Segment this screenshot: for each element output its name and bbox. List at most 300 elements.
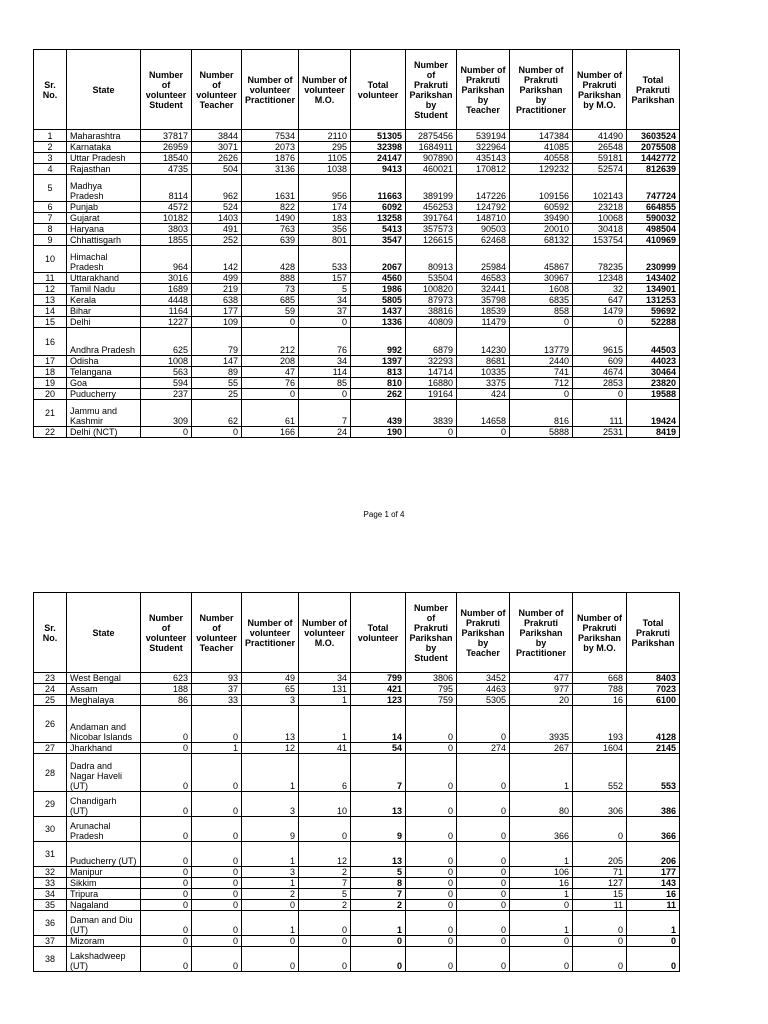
sr-no-cell: 1: [34, 130, 67, 142]
total-pp-cell: 747724: [627, 175, 680, 202]
vol-practitioner-cell: 0: [242, 389, 299, 400]
table-row: [34, 317, 680, 328]
total-pp-cell: 0: [627, 936, 680, 947]
sr-no-cell: 26: [34, 706, 67, 743]
state-cell: Arunachal Pradesh: [67, 817, 141, 842]
vol-practitioner-cell: 1: [242, 754, 299, 792]
total-pp-cell: 6100: [627, 695, 680, 706]
state-cell: Tripura: [67, 889, 141, 900]
pp-mo-cell: 0: [573, 317, 627, 328]
pp-practitioner-cell: 16: [510, 878, 573, 889]
pp-student-cell: 0: [406, 817, 457, 842]
pp-practitioner-cell: 741: [510, 367, 573, 378]
vol-mo-cell: 76: [299, 328, 351, 356]
state-cell: Puducherry (UT): [67, 842, 141, 867]
pp-student-cell: 0: [406, 911, 457, 936]
state-cell: Gujarat: [67, 213, 141, 224]
total-volunteer-cell: 799: [351, 673, 406, 684]
pp-practitioner-cell: 0: [510, 317, 573, 328]
pp-practitioner-cell: 39490: [510, 213, 573, 224]
vol-mo-cell: 1038: [299, 164, 351, 175]
vol-teacher-cell: 2626: [192, 153, 242, 164]
sr-no-cell: 11: [34, 273, 67, 284]
vol-student-cell: 4735: [141, 164, 192, 175]
total-pp-cell: 44023: [627, 356, 680, 367]
total-pp-cell: 0: [627, 947, 680, 972]
total-pp-cell: 23820: [627, 378, 680, 389]
total-volunteer-cell: 0: [351, 936, 406, 947]
vol-teacher-cell: 55: [192, 378, 242, 389]
total-volunteer-cell: 24147: [351, 153, 406, 164]
pp-teacher-cell: 8681: [457, 356, 510, 367]
vol-teacher-cell: 252: [192, 235, 242, 246]
sr-no-cell: 30: [34, 817, 67, 842]
vol-mo-cell: 157: [299, 273, 351, 284]
vol-mo-cell: 7: [299, 400, 351, 427]
vol-mo-cell: 295: [299, 142, 351, 153]
total-pp-cell: 134901: [627, 284, 680, 295]
header-vol-mo: Number of volunteer M.O.: [299, 50, 351, 130]
header-pp-mo: Number of Prakruti Parikshan by M.O.: [573, 593, 627, 673]
pp-practitioner-cell: 1: [510, 911, 573, 936]
pp-teacher-cell: 0: [457, 900, 510, 911]
vol-student-cell: 188: [141, 684, 192, 695]
pp-teacher-cell: 0: [457, 427, 510, 438]
pp-practitioner-cell: 977: [510, 684, 573, 695]
pp-teacher-cell: 147226: [457, 175, 510, 202]
pp-practitioner-cell: 129232: [510, 164, 573, 175]
state-cell: Karnataka: [67, 142, 141, 153]
table-row: [34, 911, 680, 936]
state-cell: Dadra and Nagar Haveli (UT): [67, 754, 141, 792]
vol-practitioner-cell: 61: [242, 400, 299, 427]
pp-practitioner-cell: 80: [510, 792, 573, 817]
vol-student-cell: 0: [141, 878, 192, 889]
vol-mo-cell: 5: [299, 284, 351, 295]
table-row: [34, 378, 680, 389]
pp-teacher-cell: 35798: [457, 295, 510, 306]
vol-student-cell: 10182: [141, 213, 192, 224]
pp-mo-cell: 1479: [573, 306, 627, 317]
total-pp-cell: 11: [627, 900, 680, 911]
pp-student-cell: 0: [406, 889, 457, 900]
vol-teacher-cell: 0: [192, 911, 242, 936]
pp-practitioner-cell: 20: [510, 695, 573, 706]
sr-no-cell: 12: [34, 284, 67, 295]
state-cell: Delhi: [67, 317, 141, 328]
header-vol-practitioner: Number of volunteer Practitioner: [242, 593, 299, 673]
pp-student-cell: 87973: [406, 295, 457, 306]
total-pp-cell: 498504: [627, 224, 680, 235]
table-row: [34, 224, 680, 235]
vol-practitioner-cell: 0: [242, 947, 299, 972]
state-cell: Maharashtra: [67, 130, 141, 142]
table-row: [34, 306, 680, 317]
pp-practitioner-cell: 0: [510, 947, 573, 972]
pp-student-cell: 3839: [406, 400, 457, 427]
table-row: [34, 153, 680, 164]
state-cell: Puducherry: [67, 389, 141, 400]
state-cell: Mizoram: [67, 936, 141, 947]
vol-student-cell: 1008: [141, 356, 192, 367]
vol-mo-cell: 1: [299, 706, 351, 743]
vol-practitioner-cell: 3: [242, 867, 299, 878]
pp-mo-cell: 127: [573, 878, 627, 889]
total-pp-cell: 44503: [627, 328, 680, 356]
vol-student-cell: 3016: [141, 273, 192, 284]
pp-mo-cell: 1604: [573, 743, 627, 754]
vol-practitioner-cell: 428: [242, 246, 299, 273]
pp-teacher-cell: 3375: [457, 378, 510, 389]
pp-student-cell: 100820: [406, 284, 457, 295]
pp-teacher-cell: 25984: [457, 246, 510, 273]
vol-practitioner-cell: 888: [242, 273, 299, 284]
pp-mo-cell: 23218: [573, 202, 627, 213]
sr-no-cell: 16: [34, 328, 67, 356]
vol-teacher-cell: 0: [192, 706, 242, 743]
data-table-page-1: [33, 49, 680, 438]
sr-no-cell: 13: [34, 295, 67, 306]
total-volunteer-cell: 190: [351, 427, 406, 438]
pp-practitioner-cell: 147384: [510, 130, 573, 142]
pp-teacher-cell: 148710: [457, 213, 510, 224]
vol-student-cell: 0: [141, 427, 192, 438]
pp-teacher-cell: 0: [457, 817, 510, 842]
table-row: [34, 164, 680, 175]
sr-no-cell: 14: [34, 306, 67, 317]
pp-student-cell: 0: [406, 792, 457, 817]
header-vol-student: Number of volunteer Student: [141, 593, 192, 673]
vol-teacher-cell: 177: [192, 306, 242, 317]
table-row: [34, 328, 680, 356]
pp-teacher-cell: 10335: [457, 367, 510, 378]
pp-teacher-cell: 424: [457, 389, 510, 400]
vol-practitioner-cell: 1: [242, 878, 299, 889]
pp-practitioner-cell: 0: [510, 900, 573, 911]
table-row: [34, 754, 680, 792]
vol-teacher-cell: 109: [192, 317, 242, 328]
pp-teacher-cell: 435143: [457, 153, 510, 164]
sr-no-cell: 34: [34, 889, 67, 900]
vol-student-cell: 0: [141, 911, 192, 936]
pp-teacher-cell: 14230: [457, 328, 510, 356]
pp-student-cell: 0: [406, 427, 457, 438]
vol-student-cell: 0: [141, 706, 192, 743]
pp-mo-cell: 306: [573, 792, 627, 817]
vol-student-cell: 1227: [141, 317, 192, 328]
table-row: [34, 130, 680, 142]
sr-no-cell: 38: [34, 947, 67, 972]
vol-practitioner-cell: 76: [242, 378, 299, 389]
sr-no-cell: 33: [34, 878, 67, 889]
pp-mo-cell: 15: [573, 889, 627, 900]
sr-no-cell: 24: [34, 684, 67, 695]
vol-mo-cell: 356: [299, 224, 351, 235]
header-pp-student: Number of Prakruti Parikshan by Student: [406, 50, 457, 130]
table-row: [34, 295, 680, 306]
vol-teacher-cell: 3071: [192, 142, 242, 153]
sr-no-cell: 9: [34, 235, 67, 246]
vol-mo-cell: 34: [299, 356, 351, 367]
total-pp-cell: 30464: [627, 367, 680, 378]
state-cell: Haryana: [67, 224, 141, 235]
state-cell: Meghalaya: [67, 695, 141, 706]
vol-student-cell: 0: [141, 817, 192, 842]
pp-teacher-cell: 0: [457, 911, 510, 936]
vol-mo-cell: 37: [299, 306, 351, 317]
pp-student-cell: 32293: [406, 356, 457, 367]
pp-student-cell: 0: [406, 936, 457, 947]
vol-teacher-cell: 33: [192, 695, 242, 706]
total-pp-cell: 16: [627, 889, 680, 900]
vol-student-cell: 625: [141, 328, 192, 356]
vol-practitioner-cell: 12: [242, 743, 299, 754]
total-volunteer-cell: 5: [351, 867, 406, 878]
vol-student-cell: 37817: [141, 130, 192, 142]
table-header-row: [34, 593, 680, 673]
header-total-volunteer: Total volunteer: [351, 50, 406, 130]
vol-teacher-cell: 3844: [192, 130, 242, 142]
table-row: [34, 367, 680, 378]
pp-student-cell: 126615: [406, 235, 457, 246]
total-pp-cell: 52288: [627, 317, 680, 328]
header-vol-practitioner: Number of volunteer Practitioner: [242, 50, 299, 130]
vol-student-cell: 26959: [141, 142, 192, 153]
state-cell: Chhattisgarh: [67, 235, 141, 246]
vol-student-cell: 8114: [141, 175, 192, 202]
vol-teacher-cell: 0: [192, 427, 242, 438]
vol-teacher-cell: 219: [192, 284, 242, 295]
total-volunteer-cell: 123: [351, 695, 406, 706]
vol-student-cell: 0: [141, 867, 192, 878]
vol-teacher-cell: 962: [192, 175, 242, 202]
pp-student-cell: 0: [406, 947, 457, 972]
vol-teacher-cell: 0: [192, 889, 242, 900]
table-row: [34, 356, 680, 367]
pp-practitioner-cell: 477: [510, 673, 573, 684]
vol-teacher-cell: 62: [192, 400, 242, 427]
vol-mo-cell: 10: [299, 792, 351, 817]
state-cell: Telangana: [67, 367, 141, 378]
pp-student-cell: 14714: [406, 367, 457, 378]
vol-practitioner-cell: 166: [242, 427, 299, 438]
vol-teacher-cell: 524: [192, 202, 242, 213]
vol-student-cell: 4572: [141, 202, 192, 213]
header-vol-mo: Number of volunteer M.O.: [299, 593, 351, 673]
state-cell: Himachal Pradesh: [67, 246, 141, 273]
pp-mo-cell: 193: [573, 706, 627, 743]
pp-mo-cell: 30418: [573, 224, 627, 235]
total-volunteer-cell: 11663: [351, 175, 406, 202]
vol-practitioner-cell: 2073: [242, 142, 299, 153]
sr-no-cell: 35: [34, 900, 67, 911]
vol-teacher-cell: 1403: [192, 213, 242, 224]
pp-student-cell: 389199: [406, 175, 457, 202]
pp-mo-cell: 41490: [573, 130, 627, 142]
total-pp-cell: 590032: [627, 213, 680, 224]
vol-student-cell: 18540: [141, 153, 192, 164]
total-pp-cell: 206: [627, 842, 680, 867]
pp-teacher-cell: 62468: [457, 235, 510, 246]
total-volunteer-cell: 1986: [351, 284, 406, 295]
pp-practitioner-cell: 20010: [510, 224, 573, 235]
state-cell: Jammu and Kashmir: [67, 400, 141, 427]
total-volunteer-cell: 1: [351, 911, 406, 936]
header-state: State: [67, 593, 141, 673]
pp-teacher-cell: 170812: [457, 164, 510, 175]
vol-teacher-cell: 0: [192, 817, 242, 842]
table-row: [34, 213, 680, 224]
vol-teacher-cell: 0: [192, 842, 242, 867]
total-pp-cell: 553: [627, 754, 680, 792]
pp-mo-cell: 32: [573, 284, 627, 295]
vol-mo-cell: 0: [299, 317, 351, 328]
total-volunteer-cell: 1397: [351, 356, 406, 367]
vol-practitioner-cell: 3136: [242, 164, 299, 175]
vol-practitioner-cell: 0: [242, 936, 299, 947]
vol-mo-cell: 114: [299, 367, 351, 378]
pp-teacher-cell: 539194: [457, 130, 510, 142]
sr-no-cell: 17: [34, 356, 67, 367]
pp-practitioner-cell: 6835: [510, 295, 573, 306]
state-cell: Bihar: [67, 306, 141, 317]
sr-no-cell: 23: [34, 673, 67, 684]
pp-practitioner-cell: 1: [510, 842, 573, 867]
pp-mo-cell: 205: [573, 842, 627, 867]
total-pp-cell: 143402: [627, 273, 680, 284]
pp-mo-cell: 647: [573, 295, 627, 306]
pp-mo-cell: 0: [573, 911, 627, 936]
state-cell: Uttar Pradesh: [67, 153, 141, 164]
pp-practitioner-cell: 0: [510, 389, 573, 400]
total-pp-cell: 7023: [627, 684, 680, 695]
pp-mo-cell: 2531: [573, 427, 627, 438]
pp-mo-cell: 0: [573, 947, 627, 972]
vol-mo-cell: 1: [299, 695, 351, 706]
vol-practitioner-cell: 3: [242, 792, 299, 817]
pp-practitioner-cell: 68132: [510, 235, 573, 246]
sr-no-cell: 15: [34, 317, 67, 328]
pp-student-cell: 460021: [406, 164, 457, 175]
table-row: [34, 389, 680, 400]
sr-no-cell: 28: [34, 754, 67, 792]
total-pp-cell: 19588: [627, 389, 680, 400]
total-pp-cell: 1442772: [627, 153, 680, 164]
pp-practitioner-cell: 0: [510, 936, 573, 947]
pp-student-cell: 53504: [406, 273, 457, 284]
pp-teacher-cell: 0: [457, 706, 510, 743]
vol-practitioner-cell: 1876: [242, 153, 299, 164]
total-volunteer-cell: 51305: [351, 130, 406, 142]
pp-teacher-cell: 5305: [457, 695, 510, 706]
vol-practitioner-cell: 47: [242, 367, 299, 378]
vol-student-cell: 623: [141, 673, 192, 684]
sr-no-cell: 25: [34, 695, 67, 706]
total-volunteer-cell: 2: [351, 900, 406, 911]
pp-teacher-cell: 0: [457, 878, 510, 889]
total-pp-cell: 386: [627, 792, 680, 817]
header-state: State: [67, 50, 141, 130]
total-volunteer-cell: 439: [351, 400, 406, 427]
table-row: [34, 246, 680, 273]
vol-teacher-cell: 0: [192, 900, 242, 911]
table-row: [34, 142, 680, 153]
total-pp-cell: 2145: [627, 743, 680, 754]
pp-student-cell: 357573: [406, 224, 457, 235]
sr-no-cell: 5: [34, 175, 67, 202]
total-pp-cell: 177: [627, 867, 680, 878]
table-row: [34, 684, 680, 695]
vol-mo-cell: 0: [299, 389, 351, 400]
vol-student-cell: 0: [141, 743, 192, 754]
state-cell: Lakshadweep (UT): [67, 947, 141, 972]
sr-no-cell: 4: [34, 164, 67, 175]
pp-student-cell: 0: [406, 867, 457, 878]
header-pp-practitioner: Number of Prakruti Parikshan by Practitioner: [510, 593, 573, 673]
pp-teacher-cell: 0: [457, 842, 510, 867]
vol-practitioner-cell: 212: [242, 328, 299, 356]
total-pp-cell: 19424: [627, 400, 680, 427]
state-cell: Uttarakhand: [67, 273, 141, 284]
total-volunteer-cell: 54: [351, 743, 406, 754]
total-volunteer-cell: 813: [351, 367, 406, 378]
total-pp-cell: 143: [627, 878, 680, 889]
sr-no-cell: 6: [34, 202, 67, 213]
page-footer: Page 1 of 4: [363, 510, 405, 519]
vol-practitioner-cell: 65: [242, 684, 299, 695]
pp-mo-cell: 609: [573, 356, 627, 367]
state-cell: Tamil Nadu: [67, 284, 141, 295]
table-row: [34, 817, 680, 842]
pp-teacher-cell: 14658: [457, 400, 510, 427]
total-volunteer-cell: 421: [351, 684, 406, 695]
table-row: [34, 936, 680, 947]
table-row: [34, 900, 680, 911]
sr-no-cell: 21: [34, 400, 67, 427]
total-pp-cell: 230999: [627, 246, 680, 273]
vol-mo-cell: 24: [299, 427, 351, 438]
pp-student-cell: 456253: [406, 202, 457, 213]
pp-student-cell: 0: [406, 878, 457, 889]
sr-no-cell: 22: [34, 427, 67, 438]
vol-mo-cell: 34: [299, 673, 351, 684]
vol-teacher-cell: 0: [192, 936, 242, 947]
vol-practitioner-cell: 1490: [242, 213, 299, 224]
vol-mo-cell: 85: [299, 378, 351, 389]
vol-mo-cell: 5: [299, 889, 351, 900]
vol-mo-cell: 34: [299, 295, 351, 306]
total-pp-cell: 3603524: [627, 130, 680, 142]
vol-mo-cell: 1105: [299, 153, 351, 164]
pp-teacher-cell: 18539: [457, 306, 510, 317]
pp-student-cell: 0: [406, 900, 457, 911]
vol-practitioner-cell: 13: [242, 706, 299, 743]
header-total-volunteer: Total volunteer: [351, 593, 406, 673]
total-volunteer-cell: 6092: [351, 202, 406, 213]
sr-no-cell: 8: [34, 224, 67, 235]
pp-teacher-cell: 4463: [457, 684, 510, 695]
pp-mo-cell: 16: [573, 695, 627, 706]
table-row: [34, 427, 680, 438]
vol-teacher-cell: 0: [192, 947, 242, 972]
table-row: [34, 400, 680, 427]
pp-practitioner-cell: 1608: [510, 284, 573, 295]
vol-teacher-cell: 491: [192, 224, 242, 235]
vol-teacher-cell: 0: [192, 878, 242, 889]
vol-mo-cell: 801: [299, 235, 351, 246]
vol-practitioner-cell: 0: [242, 900, 299, 911]
header-pp-practitioner: Number of Prakruti Parikshan by Practitioner: [510, 50, 573, 130]
